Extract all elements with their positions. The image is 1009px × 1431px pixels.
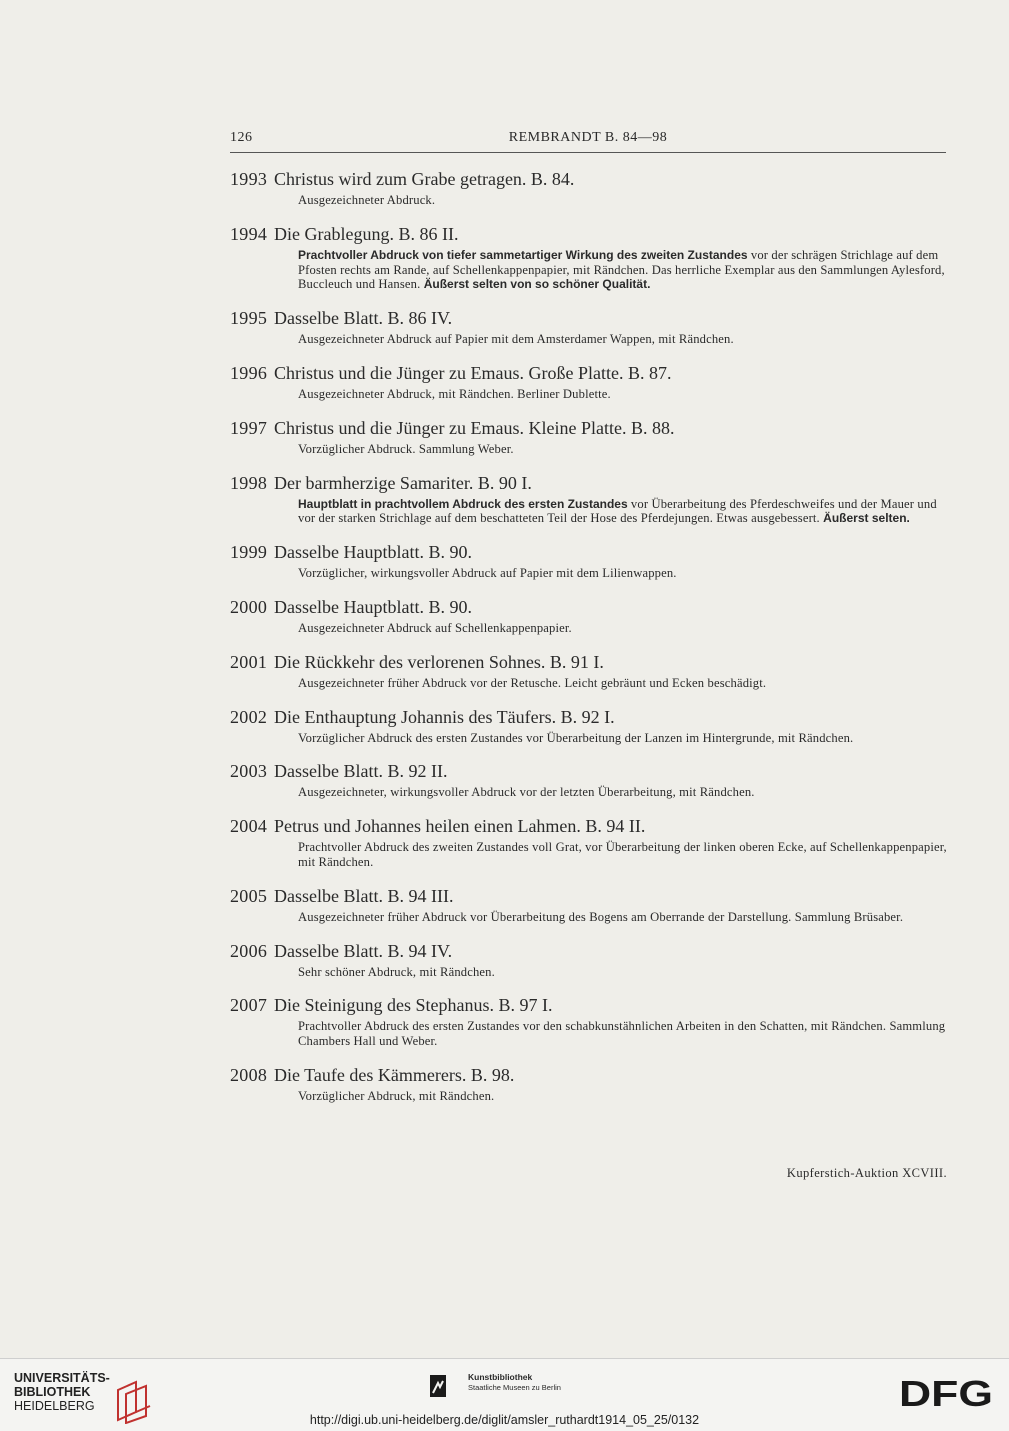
lot-title: Die Grablegung. B. 86 II. <box>274 223 459 244</box>
lot-description <box>298 442 950 457</box>
lot-description-text: Ausgezeichneter Abdruck auf Papier mit dem Amsterdamer Wappen, mit Rändchen. <box>298 332 734 347</box>
lot-number: 1999 <box>230 542 268 563</box>
lot-entry <box>230 994 950 1049</box>
lot-heading <box>230 760 950 782</box>
lot-description <box>298 965 950 980</box>
lot-title: Der barmherzige Samariter. B. 90 I. <box>274 472 532 493</box>
lot-title: Christus und die Jünger zu Emaus. Große Platte. B. 87. <box>274 362 672 383</box>
lot-description <box>298 785 950 800</box>
lot-heading <box>230 307 950 329</box>
lot-number: 2006 <box>230 940 268 961</box>
lot-entry <box>230 362 950 402</box>
lot-description-text: Sehr schöner Abdruck, mit Rändchen. <box>298 964 495 979</box>
lot-entry <box>230 168 950 208</box>
lot-title: Dasselbe Blatt. B. 92 II. <box>274 761 448 782</box>
lot-heading <box>230 651 950 673</box>
lot-title: Dasselbe Hauptblatt. B. 90. <box>274 596 472 617</box>
lot-heading <box>230 706 950 728</box>
lot-description <box>298 1089 950 1104</box>
lot-title: Christus und die Jünger zu Emaus. Kleine Platte. B. 88. <box>274 417 675 438</box>
ub-heidelberg-logo[interactable] <box>14 1371 110 1413</box>
running-head <box>230 130 946 153</box>
lot-entry <box>230 760 950 800</box>
lot-description <box>298 840 950 870</box>
lot-heading <box>230 417 950 439</box>
lot-description-emphasis: Äußerst selten. <box>823 511 910 526</box>
lot-number: 1996 <box>230 362 268 383</box>
lot-description-text: Ausgezeichneter Abdruck auf Schellenkappenpapier. <box>298 620 572 635</box>
lot-number: 2004 <box>230 816 268 837</box>
lot-title: Christus wird zum Grabe getragen. B. 84. <box>274 169 575 189</box>
lot-heading <box>230 1064 950 1086</box>
lot-entry <box>230 815 950 870</box>
lot-title: Dasselbe Blatt. B. 86 IV. <box>274 308 453 329</box>
ub-logo-line: HEIDELBERG <box>14 1399 95 1413</box>
lot-entry <box>230 885 950 925</box>
lot-heading <box>230 994 950 1016</box>
lot-title: Dasselbe Blatt. B. 94 III. <box>274 885 454 906</box>
lot-heading <box>230 223 950 245</box>
lot-description <box>298 731 950 746</box>
lot-description-text: Ausgezeichneter Abdruck, mit Rändchen. Berliner Dublette. <box>298 386 611 401</box>
lot-number: 2002 <box>230 706 268 727</box>
kunstbibliothek-mark-icon <box>430 1375 446 1397</box>
permalink-url[interactable]: http://digi.ub.uni-heidelberg.de/diglit/amsler_ruthardt1914_05_25/0132 <box>309 1413 700 1427</box>
lot-description-text: Vorzüglicher Abdruck, mit Rändchen. <box>298 1088 495 1103</box>
lot-description-emphasis: Hauptblatt in prachtvollem Abdruck des ersten Zustandes <box>298 496 628 511</box>
lot-heading <box>230 815 950 837</box>
lot-description-emphasis: Prachtvoller Abdruck von tiefer sammetartiger Wirkung des zweiten Zustandes <box>298 247 748 262</box>
lot-title: Die Enthauptung Johannis des Täufers. B. 92 I. <box>274 706 615 727</box>
kunstbibliothek-subtitle: Staatliche Museen zu Berlin <box>468 1383 561 1392</box>
ub-logo-line: BIBLIOTHEK <box>14 1385 91 1399</box>
lot-heading <box>230 472 950 494</box>
lot-list <box>230 168 950 1119</box>
lot-description-text: Prachtvoller Abdruck des zweiten Zustandes voll Grat, vor Überarbeitung der linken oberen Ecke, auf Schellenkappenpapier, mit Rändchen. <box>298 840 947 869</box>
lot-entry <box>230 307 950 347</box>
lot-entry <box>230 472 950 527</box>
lot-description <box>298 248 950 292</box>
viewer-footer <box>0 1358 1009 1431</box>
lot-description-text: Ausgezeichneter, wirkungsvoller Abdruck vor der letzten Überarbeitung, mit Rändchen. <box>298 785 755 800</box>
lot-number: 2001 <box>230 651 268 672</box>
lot-title: Dasselbe Hauptblatt. B. 90. <box>274 542 472 563</box>
lot-description-emphasis: Äußerst selten von so schöner Qualität. <box>423 277 651 292</box>
lot-description <box>298 566 950 581</box>
lot-description <box>298 332 950 347</box>
lot-description <box>298 676 950 691</box>
lot-entry <box>230 417 950 457</box>
lot-description <box>298 193 950 208</box>
page-number: 126 <box>230 130 253 145</box>
lot-heading <box>230 541 950 563</box>
lot-description <box>298 497 950 527</box>
lot-heading <box>230 596 950 618</box>
lot-description-text: Prachtvoller Abdruck des ersten Zustandes vor den schabkunstähnlichen Arbeiten in den Schatten, mit Rändchen. Sammlung Chambers Hall und Weber. <box>298 1019 946 1049</box>
lot-heading <box>230 885 950 907</box>
lot-number: 1997 <box>230 417 268 438</box>
lot-entry <box>230 596 950 636</box>
lot-description-text: Ausgezeichneter früher Abdruck vor der Retusche. Leicht gebräunt und Ecken beschädigt. <box>298 675 767 690</box>
lot-heading <box>230 940 950 962</box>
lot-heading <box>230 168 950 190</box>
lot-entry <box>230 706 950 746</box>
lot-title: Die Rückkehr des verlorenen Sohnes. B. 91 I. <box>274 651 604 672</box>
lot-title: Petrus und Johannes heilen einen Lahmen. B. 94 II. <box>274 816 646 837</box>
lot-description-text: Vorzüglicher, wirkungsvoller Abdruck auf Papier mit dem Lilienwappen. <box>298 566 677 581</box>
lot-number: 2005 <box>230 885 268 906</box>
lot-description <box>298 910 950 925</box>
catalog-signature: Kupferstich-Auktion XCVIII. <box>786 1166 947 1180</box>
ub-logo-line: UNIVERSITÄTS- <box>14 1371 110 1385</box>
lot-title: Dasselbe Blatt. B. 94 IV. <box>274 940 453 961</box>
lot-number: 1998 <box>230 472 268 493</box>
lot-number: 2000 <box>230 596 268 617</box>
lot-description-text: Vorzüglicher Abdruck. Sammlung Weber. <box>298 441 514 456</box>
running-title: REMBRANDT B. 84—98 <box>508 130 668 145</box>
lot-description-text: Ausgezeichneter Abdruck. <box>298 193 436 207</box>
lot-heading <box>230 362 950 384</box>
lot-number: 1993 <box>230 169 268 189</box>
lot-number: 1994 <box>230 223 268 244</box>
lot-number: 1995 <box>230 308 268 329</box>
lot-entry <box>230 651 950 691</box>
kunstbibliothek-name: Kunstbibliothek <box>468 1372 533 1382</box>
dfg-logo-text: DFG <box>899 1376 993 1410</box>
dfg-logo[interactable] <box>899 1376 995 1410</box>
lot-description-text: Ausgezeichneter früher Abdruck vor Überarbeitung des Bogens am Oberrande der Darstellung. Sammlung Brüsaber. <box>298 909 904 924</box>
lot-number: 2007 <box>230 995 268 1016</box>
lot-number: 2008 <box>230 1064 268 1085</box>
lot-description <box>298 387 950 402</box>
lot-title: Die Steinigung des Stephanus. B. 97 I. <box>274 995 553 1016</box>
lot-entry <box>230 223 950 292</box>
lot-entry <box>230 940 950 980</box>
lot-description-text: Vorzüglicher Abdruck des ersten Zustandes vor Überarbeitung der Lanzen im Hintergrunde, mit Rändchen. <box>298 730 854 745</box>
lot-description-text: vor Überarbeitung des Pferdeschweifes und der Mauer und vor der starken Strichlage auf dem beschatteten Teil der Hose des Pferdejungen. Etwas ausgebessert. <box>298 496 937 526</box>
lot-entry <box>230 541 950 581</box>
lot-description <box>298 1019 950 1049</box>
lot-description <box>298 621 950 636</box>
lot-entry <box>230 1064 950 1104</box>
lot-title: Die Taufe des Kämmerers. B. 98. <box>274 1064 515 1085</box>
lot-description-text: vor der schrägen Strichlage auf dem Pfosten rechts am Rande, auf Schellenkappenpapier, mit Rändchen. Das herrliche Exemplar aus den Sammlungen Aylesford, Buccleuch und Hansen. <box>298 247 945 292</box>
lot-number: 2003 <box>230 761 268 782</box>
